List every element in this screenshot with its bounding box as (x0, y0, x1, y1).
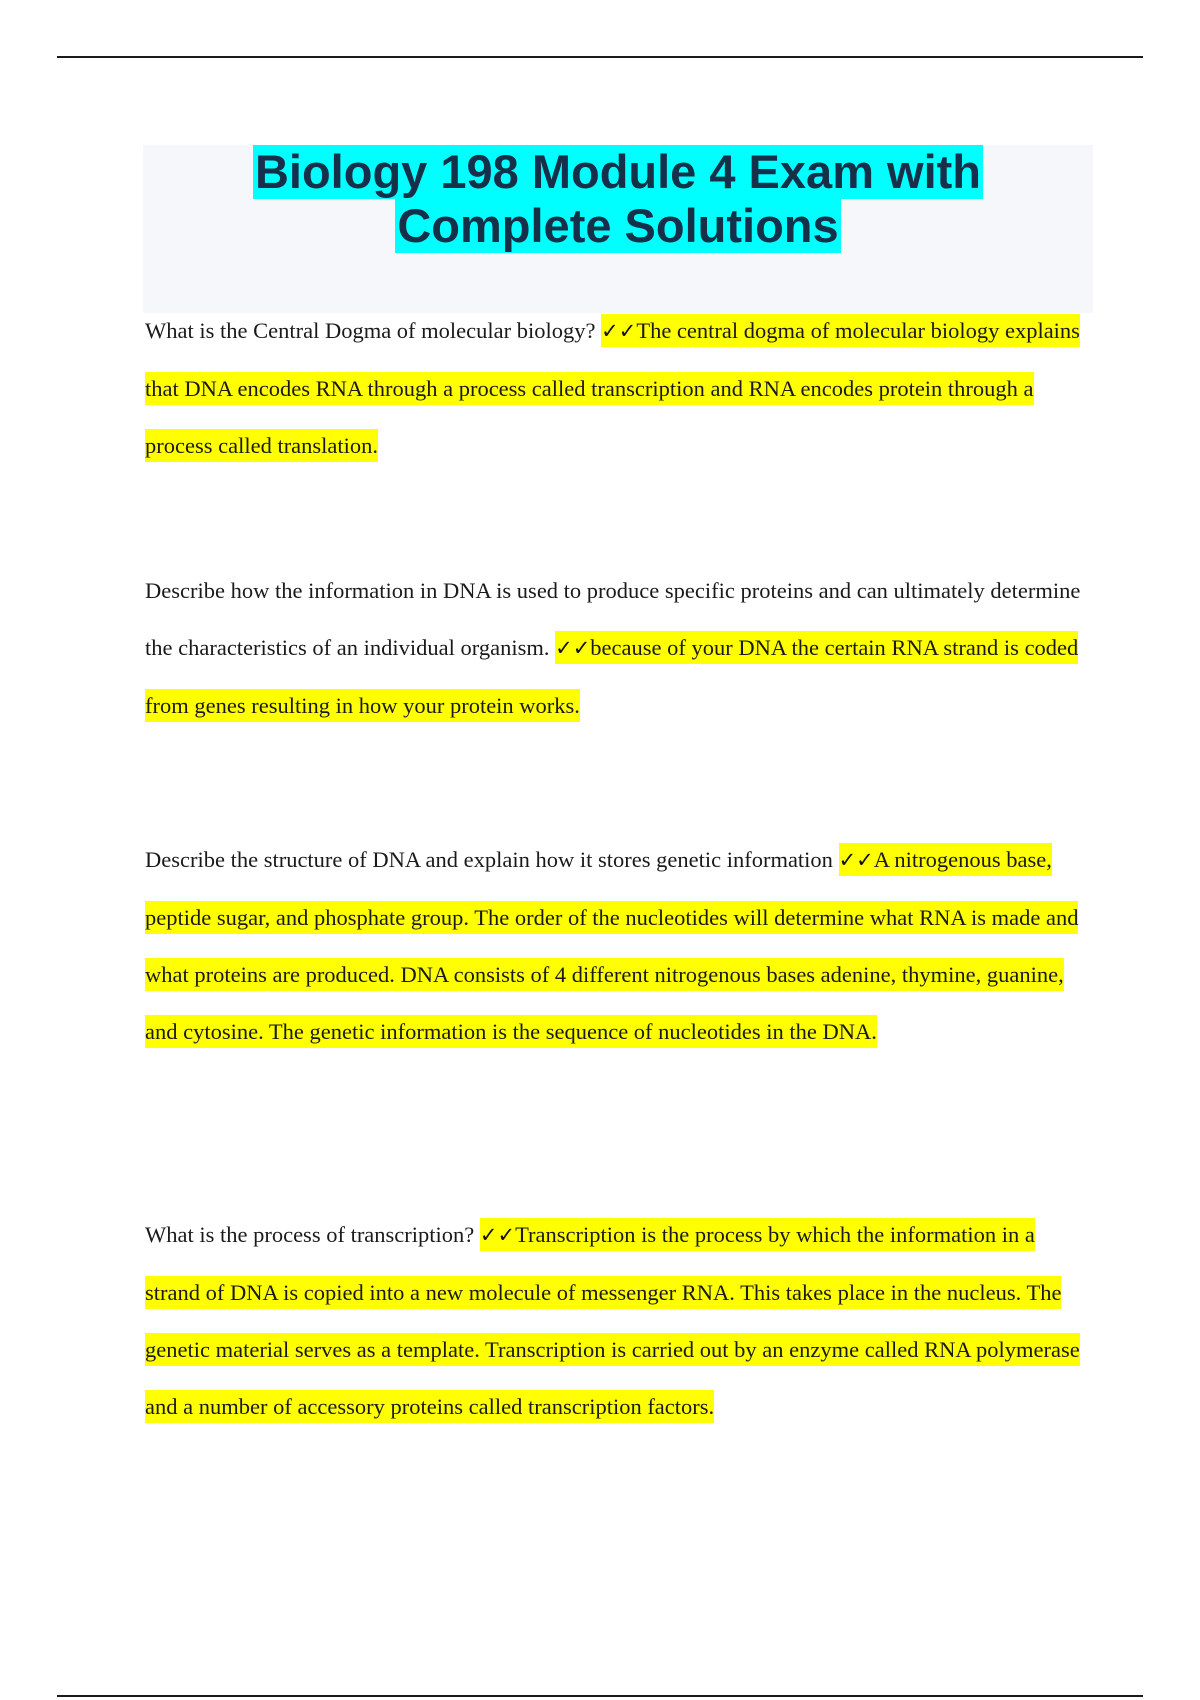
answer-text: because of your DNA the certain RNA strand is coded from genes resulting in how your protein works. (145, 635, 1079, 718)
title-block (143, 145, 1093, 313)
answer-text: The central dogma of molecular biology explains that DNA encodes RNA through a process called transcription and RNA encodes protein through a process called translation. (145, 318, 1080, 458)
question-text: What is the process of transcription? (145, 1222, 475, 1247)
answer-text: A nitrogenous base, peptide sugar, and phosphate group. The order of the nucleotides will determine what RNA is made and what proteins are produced. DNA consists of 4 different nitrogenous bases adenine, thymine, guanine, and cytosine. The genetic information is the sequence of nucleotides in the DNA. (145, 847, 1079, 1044)
check-mark-icon: ✓✓ (838, 848, 874, 872)
check-mark-icon: ✓✓ (601, 319, 637, 343)
document-title-line-2: Complete Solutions (397, 199, 839, 252)
answer-text: Transcription is the process by which the information in a strand of DNA is copied into a new molecule of messenger RNA. This takes place in the nucleus. The genetic material serves as a template. Transcription is carried out by an enzyme called RNA polymerase and a number of accessory proteins called transcription factors. (145, 1222, 1080, 1419)
footer-rule (57, 1695, 1143, 1697)
question-text: What is the Central Dogma of molecular biology? (145, 318, 596, 343)
qa-item-3 (145, 831, 1095, 1060)
qa-item-4 (145, 1206, 1095, 1435)
document-title-line-1: Biology 198 Module 4 Exam with (254, 145, 982, 198)
qa-item-2 (145, 562, 1095, 734)
check-mark-icon: ✓✓ (555, 636, 591, 660)
qa-item-1 (145, 302, 1095, 474)
question-text: Describe the structure of DNA and explain how it stores genetic information (145, 847, 833, 872)
question-text: Describe how the information in DNA is used to produce specific proteins and can ultimately determine the characteristics of an individual organism. (145, 578, 1081, 660)
check-mark-icon: ✓✓ (479, 1223, 516, 1247)
answer-highlight (145, 1218, 1080, 1423)
header-rule (57, 56, 1143, 58)
answer-highlight (145, 843, 1078, 1048)
